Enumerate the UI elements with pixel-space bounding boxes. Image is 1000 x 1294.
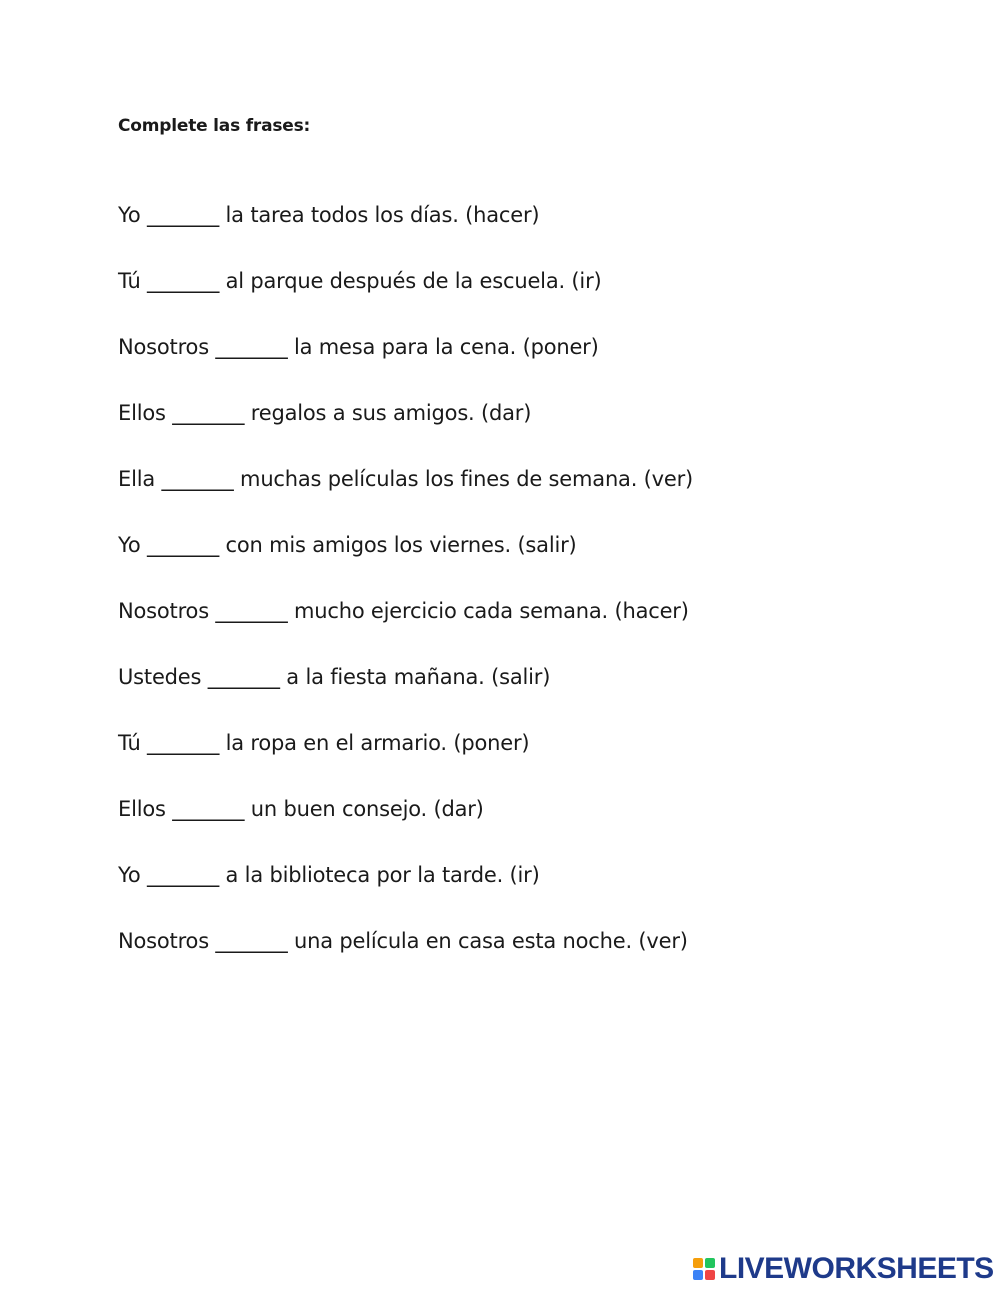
worksheet-heading: Complete las frases: [118, 116, 311, 136]
sentence-item: Ella _______ muchas películas los fines de semana. (ver) [118, 467, 694, 491]
sentence-item: Tú _______ la ropa en el armario. (poner) [118, 731, 530, 755]
sentence-item: Yo _______ a la biblioteca por la tarde. (ir) [118, 863, 540, 887]
sentence-item: Yo _______ con mis amigos los viernes. (salir) [118, 533, 577, 557]
logo-block-v [693, 1270, 703, 1280]
logo-blocks-icon [693, 1258, 715, 1280]
logo-block-e [705, 1270, 715, 1280]
sentence-item: Nosotros _______ una película en casa esta noche. (ver) [118, 929, 688, 953]
sentence-item: Nosotros _______ mucho ejercicio cada semana. (hacer) [118, 599, 689, 623]
sentence-list [118, 200, 693, 992]
sentence-item: Tú _______ al parque después de la escuela. (ir) [118, 269, 602, 293]
sentence-item: Ellos _______ un buen consejo. (dar) [118, 797, 484, 821]
logo-text: LIVEWORKSHEETS [719, 1252, 994, 1285]
sentence-item: Yo _______ la tarea todos los días. (hacer) [118, 203, 540, 227]
sentence-item: Ustedes _______ a la fiesta mañana. (salir) [118, 665, 551, 689]
liveworksheets-logo [693, 1253, 994, 1285]
logo-block-i [705, 1258, 715, 1268]
sentence-item: Ellos _______ regalos a sus amigos. (dar) [118, 401, 532, 425]
logo-block-l [693, 1258, 703, 1268]
sentence-item: Nosotros _______ la mesa para la cena. (poner) [118, 335, 599, 359]
